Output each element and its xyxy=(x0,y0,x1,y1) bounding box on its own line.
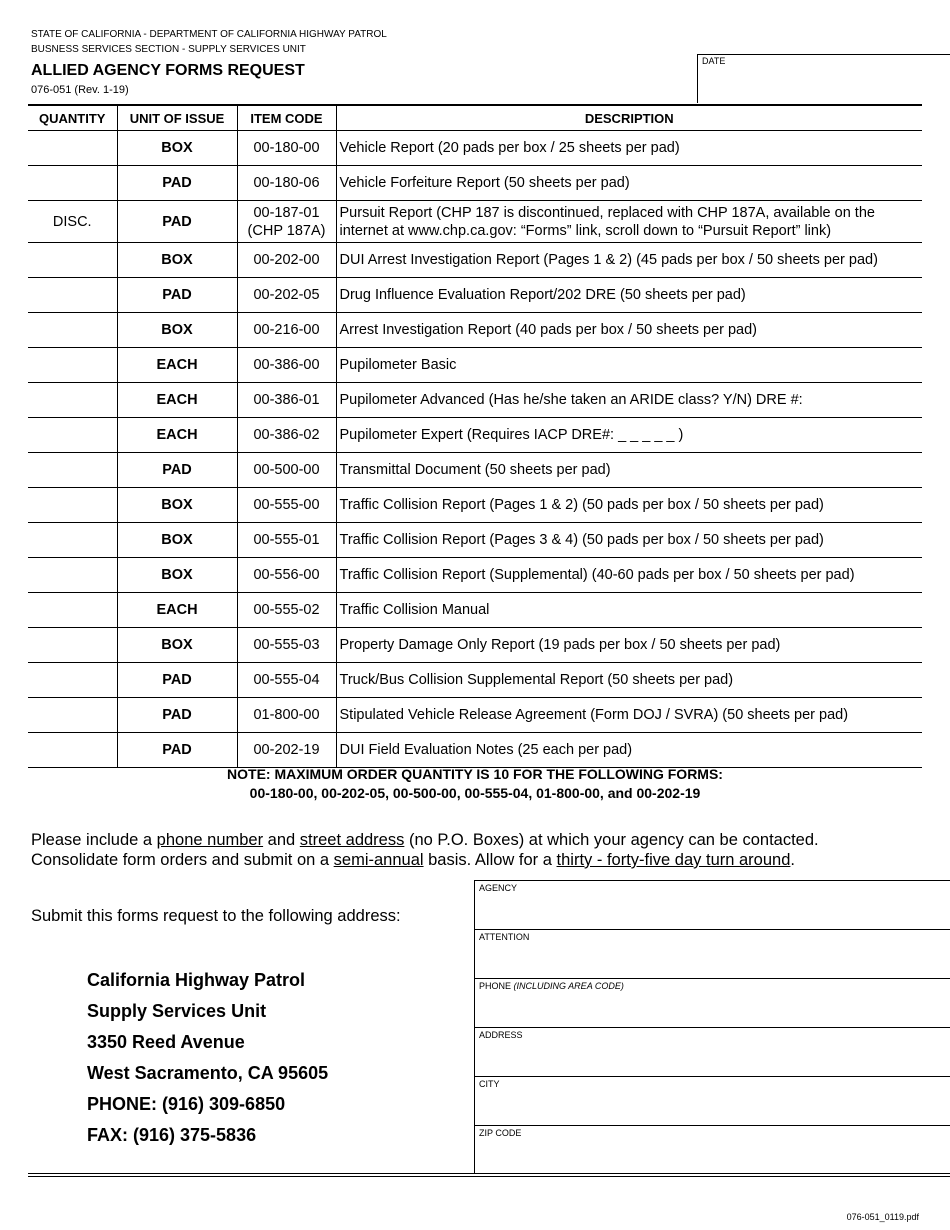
item-code-cell: 00-555-03 xyxy=(237,628,336,663)
quantity-cell[interactable]: DISC. xyxy=(28,201,117,243)
item-code-cell xyxy=(237,201,336,243)
table-row xyxy=(28,278,922,313)
phone-label-text: PHONE xyxy=(479,981,514,991)
table-row xyxy=(28,166,922,201)
mailing-address xyxy=(87,965,328,1151)
unit-cell: PAD xyxy=(117,453,237,488)
zip-code-label: ZIP CODE xyxy=(479,1128,522,1138)
description-cell: Truck/Bus Collision Supplemental Report (50 sheets per pad) xyxy=(336,663,922,698)
table-row xyxy=(28,663,922,698)
description-cell: Vehicle Forfeiture Report (50 sheets per pad) xyxy=(336,166,922,201)
item-code-cell: 00-202-19 xyxy=(237,733,336,768)
item-code-cell: 00-386-00 xyxy=(237,348,336,383)
quantity-cell[interactable] xyxy=(28,131,117,166)
table-row xyxy=(28,698,922,733)
note-line-1: NOTE: MAXIMUM ORDER QUANTITY IS 10 FOR THE FOLLOWING FORMS: xyxy=(227,766,723,782)
phone-field[interactable] xyxy=(475,978,950,1027)
address-field[interactable] xyxy=(475,1027,950,1076)
item-code-cell: 01-800-00 xyxy=(237,698,336,733)
description-cell xyxy=(336,201,922,243)
description-cell: Pupilometer Expert (Requires IACP DRE#: _ _ _ _ _ ) xyxy=(336,418,922,453)
item-code-cell: 00-202-05 xyxy=(237,278,336,313)
zip-code-field[interactable] xyxy=(475,1125,950,1174)
address-line: Supply Services Unit xyxy=(87,1001,267,1021)
city-field[interactable] xyxy=(475,1076,950,1125)
submit-instruction: Submit this forms request to the following address: xyxy=(31,907,401,925)
description-cell: Transmittal Document (50 sheets per pad) xyxy=(336,453,922,488)
unit-cell: PAD xyxy=(117,278,237,313)
unit-cell: BOX xyxy=(117,243,237,278)
address-fax: FAX: (916) 375-5836 xyxy=(87,1125,257,1145)
col-code-header: ITEM CODE xyxy=(237,105,336,131)
table-row xyxy=(28,628,922,663)
unit-cell: PAD xyxy=(117,698,237,733)
quantity-cell[interactable] xyxy=(28,278,117,313)
section-header: BUSNESS SERVICES SECTION - SUPPLY SERVICES UNIT xyxy=(31,44,306,55)
instruction-text: and xyxy=(263,831,300,849)
quantity-cell[interactable] xyxy=(28,698,117,733)
item-code-line: 00-187-01 xyxy=(253,204,320,221)
form-title: ALLIED AGENCY FORMS REQUEST xyxy=(31,62,305,79)
item-code-cell: 00-180-00 xyxy=(237,131,336,166)
unit-cell: PAD xyxy=(117,663,237,698)
unit-cell: BOX xyxy=(117,558,237,593)
item-code-cell: 00-386-02 xyxy=(237,418,336,453)
quantity-cell[interactable] xyxy=(28,243,117,278)
instruction-text: Consolidate form orders and submit on a xyxy=(31,851,334,869)
description-cell: Drug Influence Evaluation Report/202 DRE (50 sheets per pad) xyxy=(336,278,922,313)
unit-cell: BOX xyxy=(117,628,237,663)
table-row xyxy=(28,453,922,488)
table-row xyxy=(28,131,922,166)
address-line: 3350 Reed Avenue xyxy=(87,1032,245,1052)
instruction-line-1 xyxy=(31,830,819,850)
quantity-cell[interactable] xyxy=(28,488,117,523)
description-line: internet at www.chp.ca.gov: “Forms” link, scroll down to “Pursuit Report” link) xyxy=(339,222,832,239)
quantity-cell[interactable] xyxy=(28,313,117,348)
instruction-emphasis: thirty - forty-five day turn around xyxy=(556,851,791,869)
description-cell: Property Damage Only Report (19 pads per box / 50 sheets per pad) xyxy=(336,628,922,663)
item-code-cell: 00-202-00 xyxy=(237,243,336,278)
note-line-2: 00-180-00, 00-202-05, 00-500-00, 00-555-04, 01-800-00, and 00-202-19 xyxy=(249,785,701,801)
quantity-cell[interactable] xyxy=(28,418,117,453)
quantity-cell[interactable] xyxy=(28,593,117,628)
description-cell: Stipulated Vehicle Release Agreement (Form DOJ / SVRA) (50 sheets per pad) xyxy=(336,698,922,733)
instruction-text: Please include a xyxy=(31,831,157,849)
date-field[interactable] xyxy=(697,54,950,103)
quantity-cell[interactable] xyxy=(28,628,117,663)
instruction-line-2 xyxy=(31,850,819,870)
table-row xyxy=(28,558,922,593)
quantity-cell[interactable] xyxy=(28,383,117,418)
item-code-cell: 00-555-00 xyxy=(237,488,336,523)
description-cell: Traffic Collision Report (Supplemental) (40-60 pads per box / 50 sheets per pad) xyxy=(336,558,922,593)
agency-header: STATE OF CALIFORNIA - DEPARTMENT OF CALIFORNIA HIGHWAY PATROL xyxy=(31,29,387,40)
quantity-cell[interactable] xyxy=(28,166,117,201)
item-code-cell: 00-556-00 xyxy=(237,558,336,593)
instruction-text: basis. Allow for a xyxy=(423,851,557,869)
address-label: ADDRESS xyxy=(479,1030,523,1040)
instruction-emphasis: street address xyxy=(299,831,405,849)
description-cell: Vehicle Report (20 pads per box / 25 sheets per pad) xyxy=(336,131,922,166)
table-row xyxy=(28,418,922,453)
attention-field[interactable] xyxy=(475,929,950,978)
table-header-row xyxy=(28,105,922,131)
unit-cell: BOX xyxy=(117,523,237,558)
table-row xyxy=(28,383,922,418)
instructions xyxy=(31,830,819,870)
unit-cell: PAD xyxy=(117,166,237,201)
agency-field[interactable] xyxy=(475,880,950,929)
table-row xyxy=(28,523,922,558)
instruction-text: . xyxy=(790,851,795,869)
description-cell: Traffic Collision Manual xyxy=(336,593,922,628)
col-unit-header: UNIT OF ISSUE xyxy=(117,105,237,131)
table-row xyxy=(28,243,922,278)
quantity-cell[interactable] xyxy=(28,663,117,698)
date-label: DATE xyxy=(702,56,726,66)
quantity-cell[interactable] xyxy=(28,348,117,383)
address-line: West Sacramento, CA 95605 xyxy=(87,1063,329,1083)
description-line: Pursuit Report (CHP 187 is discontinued, replaced with CHP 187A, available on the xyxy=(339,204,875,221)
col-description-header: DESCRIPTION xyxy=(336,105,922,131)
order-limit-note xyxy=(28,765,922,803)
item-code-cell: 00-555-04 xyxy=(237,663,336,698)
description-cell: Traffic Collision Report (Pages 1 & 2) (50 pads per box / 50 sheets per pad) xyxy=(336,488,922,523)
address-line: California Highway Patrol xyxy=(87,970,306,990)
description-cell: DUI Arrest Investigation Report (Pages 1 & 2) (45 pads per box / 50 sheets per pad) xyxy=(336,243,922,278)
description-cell: Pupilometer Basic xyxy=(336,348,922,383)
footer-divider xyxy=(28,1176,950,1177)
description-cell: Pupilometer Advanced (Has he/she taken an ARIDE class? Y/N) DRE #: xyxy=(336,383,922,418)
unit-cell: EACH xyxy=(117,418,237,453)
contact-info-box xyxy=(474,880,950,1174)
unit-cell: BOX xyxy=(117,131,237,166)
description-cell: DUI Field Evaluation Notes (25 each per pad) xyxy=(336,733,922,768)
col-quantity-header: QUANTITY xyxy=(28,105,117,131)
item-code-cell: 00-180-06 xyxy=(237,166,336,201)
quantity-cell[interactable] xyxy=(28,558,117,593)
unit-cell: BOX xyxy=(117,313,237,348)
instruction-emphasis: semi-annual xyxy=(333,851,424,869)
description-cell: Arrest Investigation Report (40 pads per box / 50 sheets per pad) xyxy=(336,313,922,348)
table-row xyxy=(28,593,922,628)
instruction-text: (no P.O. Boxes) at which your agency can be contacted. xyxy=(404,831,819,849)
address-phone: PHONE: (916) 309-6850 xyxy=(87,1094,286,1114)
file-identifier: 076-051_0119.pdf xyxy=(846,1212,919,1222)
footer-divider xyxy=(28,1173,950,1174)
unit-cell: PAD xyxy=(117,201,237,243)
table-row xyxy=(28,313,922,348)
phone-label-note: (INCLUDING AREA CODE) xyxy=(513,981,624,991)
item-code-cell: 00-216-00 xyxy=(237,313,336,348)
unit-cell: EACH xyxy=(117,593,237,628)
item-code-cell: 00-555-01 xyxy=(237,523,336,558)
forms-table xyxy=(28,104,922,768)
description-cell: Traffic Collision Report (Pages 3 & 4) (50 pads per box / 50 sheets per pad) xyxy=(336,523,922,558)
table-row xyxy=(28,488,922,523)
unit-cell: BOX xyxy=(117,488,237,523)
unit-cell: EACH xyxy=(117,383,237,418)
table-row xyxy=(28,348,922,383)
quantity-cell[interactable] xyxy=(28,523,117,558)
unit-cell: EACH xyxy=(117,348,237,383)
quantity-cell[interactable] xyxy=(28,733,117,768)
attention-label: ATTENTION xyxy=(479,932,530,942)
item-code-cell: 00-386-01 xyxy=(237,383,336,418)
unit-cell: PAD xyxy=(117,733,237,768)
city-label: CITY xyxy=(479,1079,500,1089)
item-code-cell: 00-500-00 xyxy=(237,453,336,488)
form-number: 076-051 (Rev. 1-19) xyxy=(31,84,129,96)
phone-label xyxy=(479,981,624,991)
item-code-line: (CHP 187A) xyxy=(247,222,326,239)
instruction-emphasis: phone number xyxy=(156,831,264,849)
table-row xyxy=(28,201,922,243)
quantity-cell[interactable] xyxy=(28,453,117,488)
item-code-cell: 00-555-02 xyxy=(237,593,336,628)
table-row xyxy=(28,733,922,768)
agency-label: AGENCY xyxy=(479,883,518,893)
